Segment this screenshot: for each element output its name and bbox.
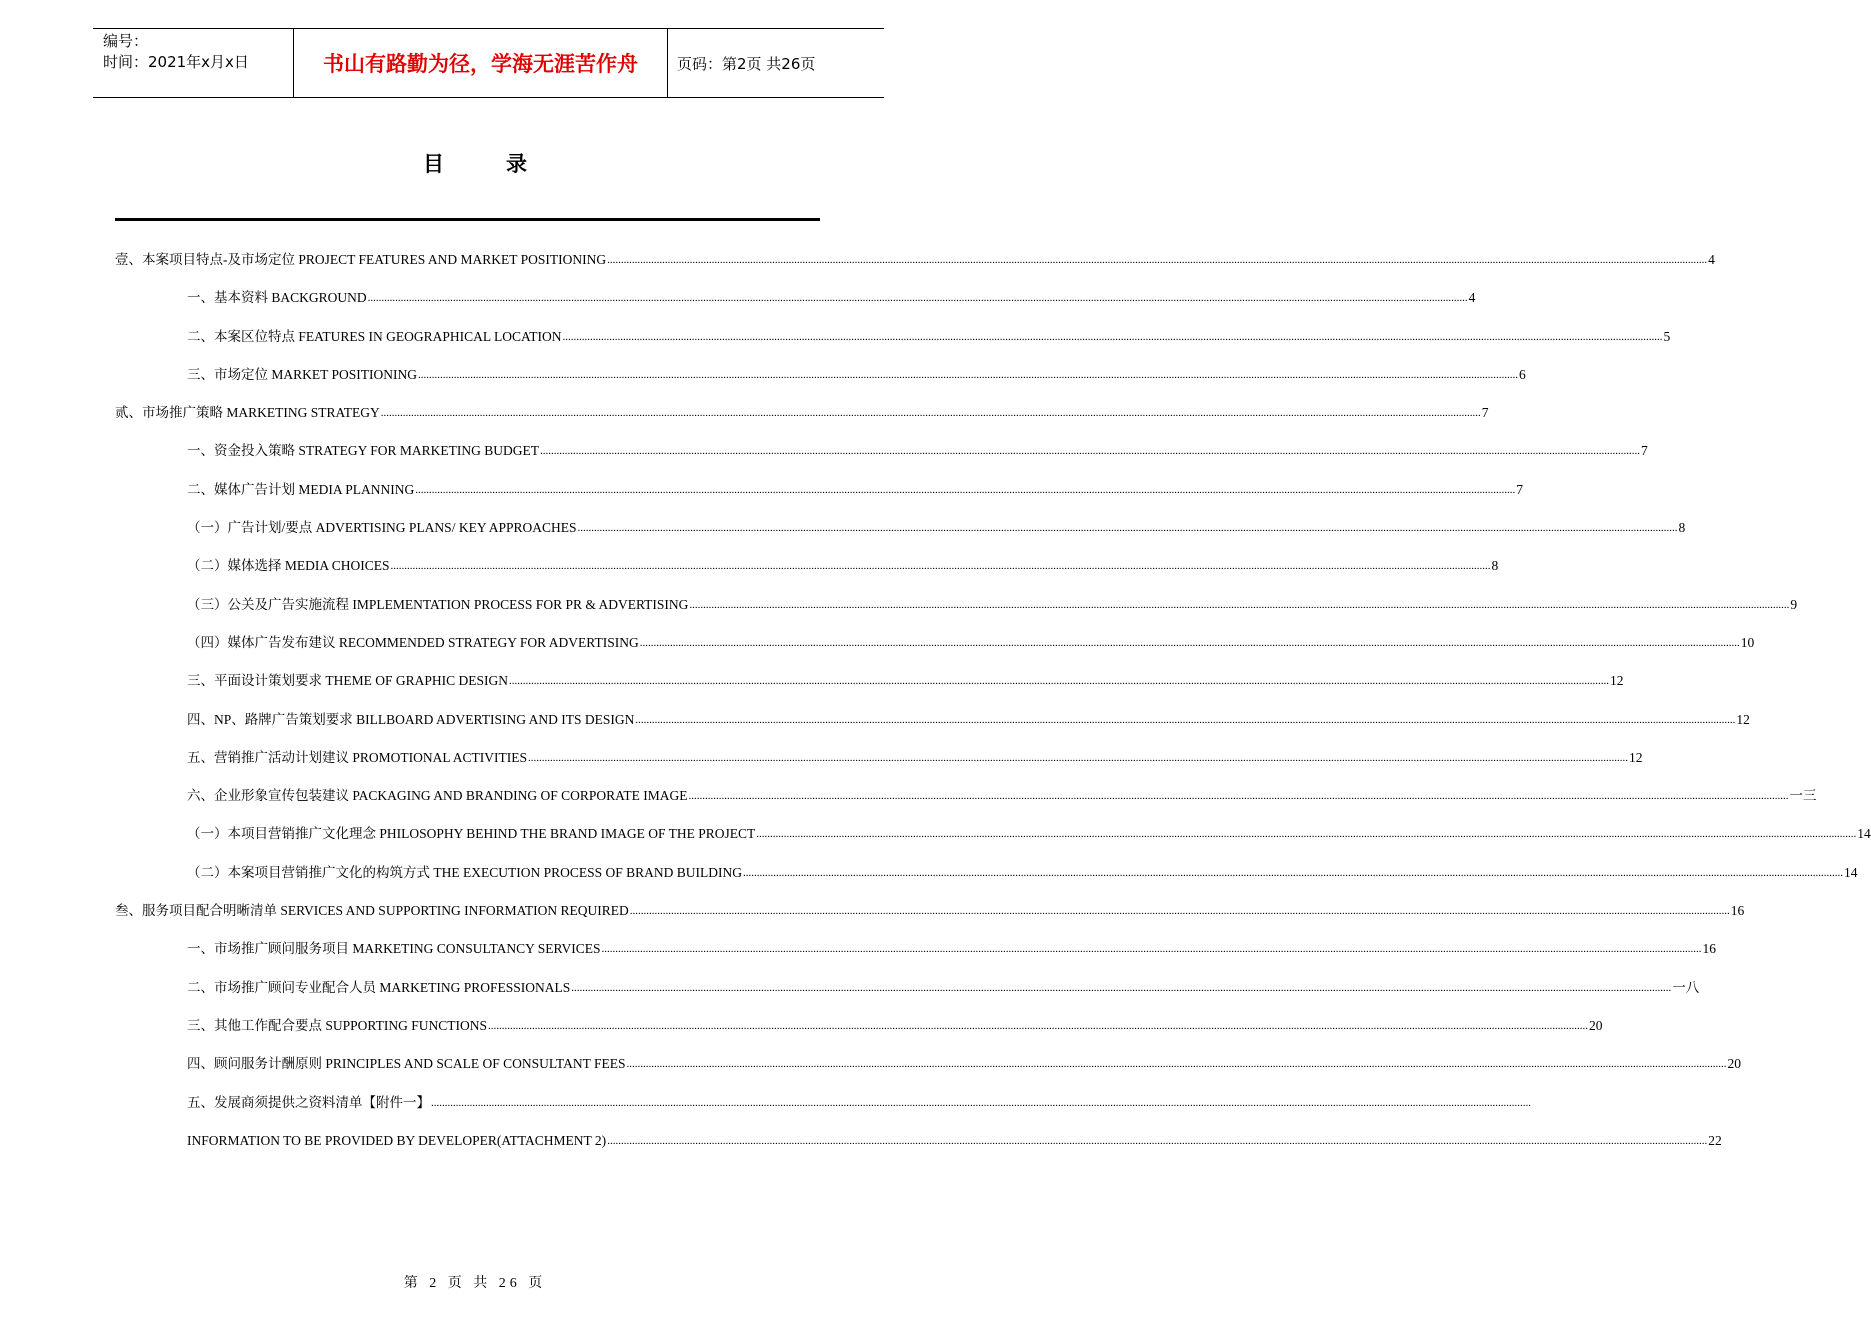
toc-entry-page: 14 bbox=[1844, 864, 1858, 880]
toc-entry[interactable] bbox=[115, 518, 1686, 556]
toc-entry-page: 10 bbox=[1740, 634, 1755, 650]
toc-entry-title: 三、其他工作配合要点 SUPPORTING FUNCTIONS bbox=[187, 1017, 487, 1033]
toc-dot-leader: ................................................................................................................................................................................................................................................................................................................................................................................................................ bbox=[528, 751, 1628, 764]
toc-dot-leader: ................................................................................................................................................................................................................................................................................................................................................................................................................ bbox=[415, 483, 1516, 496]
toc-entry[interactable] bbox=[115, 595, 1798, 633]
toc-dot-leader: ................................................................................................................................................................................................................................................................................................................................................................................................................ bbox=[639, 636, 1740, 649]
toc-entry-page: 8 bbox=[1678, 520, 1686, 536]
toc-dot-leader: ................................................................................................................................................................................................................................................................................................................................................................................................................ bbox=[629, 905, 1730, 918]
toc-entry-title: 一、资金投入策略 STRATEGY FOR MARKETING BUDGET bbox=[187, 443, 540, 459]
document-number-label: 编号： bbox=[103, 32, 149, 50]
toc-entry-page: 5 bbox=[1663, 328, 1671, 344]
toc-entry[interactable] bbox=[115, 480, 1523, 518]
toc-entry-page: 7 bbox=[1641, 443, 1648, 459]
toc-dot-leader: ................................................................................................................................................................................................................................................................................................................................................................................................................ bbox=[607, 1134, 1708, 1147]
toc-dot-leader: ................................................................................................................................................................................................................................................................................................................................................................................................................ bbox=[380, 407, 1481, 420]
toc-entry[interactable] bbox=[115, 710, 1750, 748]
toc-entry-page: 12 bbox=[1610, 673, 1624, 689]
toc-entry[interactable] bbox=[115, 748, 1643, 786]
toc-dot-leader: ................................................................................................................................................................................................................................................................................................................................................................................................................ bbox=[607, 254, 1708, 266]
toc-entry-title: 一、基本资料 BACKGROUND bbox=[187, 290, 367, 306]
page-footer: 第 2 页 共 26 页 bbox=[403, 1276, 547, 1291]
page-title bbox=[0, 148, 950, 178]
table-of-contents bbox=[115, 250, 1871, 1169]
toc-entry[interactable] bbox=[115, 901, 1745, 939]
toc-entry-page: 16 bbox=[1702, 941, 1716, 957]
toc-entry-page: 一八 bbox=[1672, 979, 1700, 995]
toc-entry-title: 二、媒体广告计划 MEDIA PLANNING bbox=[187, 481, 415, 497]
toc-entry[interactable] bbox=[115, 671, 1624, 709]
toc-entry-title: 五、发展商须提供之资料清单【附件一】 bbox=[187, 1094, 430, 1110]
toc-entry[interactable] bbox=[115, 1131, 1722, 1169]
title-divider bbox=[115, 218, 820, 221]
toc-entry-title: 二、市场推广顾问专业配合人员 MARKETING PROFESSIONALS bbox=[187, 979, 571, 995]
toc-entry-title: 四、顾问服务计酬原则 PRINCIPLES AND SCALE OF CONSULTANT FEES bbox=[187, 1056, 626, 1072]
toc-entry[interactable] bbox=[115, 1016, 1603, 1054]
title-char-2: 录 bbox=[506, 152, 527, 176]
toc-entry-page: 20 bbox=[1727, 1056, 1741, 1072]
document-time-label: 时间：2021年x月x日 bbox=[103, 53, 249, 71]
toc-dot-leader: ................................................................................................................................................................................................................................................................................................................................................................................................................ bbox=[571, 981, 1672, 994]
toc-dot-leader: ................................................................................................................................................................................................................................................................................................................................................................................................................ bbox=[635, 713, 1736, 726]
header-page-label: 页码：第2页 共26页 bbox=[677, 54, 816, 73]
toc-entry-page: 20 bbox=[1588, 1017, 1603, 1033]
title-char-1: 目 bbox=[423, 152, 444, 176]
toc-entry-title: 三、平面设计策划要求 THEME OF GRAPHIC DESIGN bbox=[187, 673, 509, 689]
toc-entry-page: 12 bbox=[1629, 749, 1643, 765]
toc-entry-title: 一、市场推广顾问服务项目 MARKETING CONSULTANCY SERVICES bbox=[187, 941, 601, 957]
toc-entry-title: 六、企业形象宣传包装建议 PACKAGING AND BRANDING OF CORPORATE IMAGE bbox=[187, 788, 688, 804]
toc-entry-page: 14 bbox=[1857, 826, 1871, 842]
toc-entry-title: （二）本案项目营销推广文化的构筑方式 THE EXECUTION PROCESS OF BRAND BUILDING bbox=[187, 864, 743, 880]
toc-dot-leader: ................................................................................................................................................................................................................................................................................................................................................................................................................ bbox=[562, 330, 1663, 343]
toc-entry[interactable] bbox=[115, 633, 1755, 671]
toc-entry-title: 贰、市场推广策略 MARKETING STRATEGY bbox=[115, 405, 380, 421]
toc-entry-page: 8 bbox=[1491, 558, 1499, 574]
header-meta bbox=[93, 29, 294, 97]
toc-entry[interactable] bbox=[115, 365, 1526, 403]
toc-dot-leader: ................................................................................................................................................................................................................................................................................................................................................................................................................ bbox=[509, 675, 1610, 688]
toc-entry-title: INFORMATION TO BE PROVIDED BY DEVELOPER(ATTACHMENT 2) bbox=[187, 1132, 607, 1148]
toc-entry-page: 一三 bbox=[1789, 788, 1817, 804]
toc-entry-page: 6 bbox=[1519, 366, 1526, 382]
toc-dot-leader: ................................................................................................................................................................................................................................................................................................................................................................................................................ bbox=[626, 1058, 1727, 1071]
toc-dot-leader: ................................................................................................................................................................................................................................................................................................................................................................................................................ bbox=[743, 866, 1844, 879]
toc-entry-page: 22 bbox=[1708, 1132, 1722, 1148]
toc-entry-title: 叁、服务项目配合明晰清单 SERVICES AND SUPPORTING INFORMATION REQUIRED bbox=[115, 903, 629, 919]
toc-entry[interactable] bbox=[115, 250, 1715, 288]
toc-dot-leader: ................................................................................................................................................................................................................................................................................................................................................................................................................ bbox=[756, 828, 1857, 841]
toc-entry-title: 五、营销推广活动计划建议 PROMOTIONAL ACTIVITIES bbox=[187, 749, 527, 765]
toc-entry-page: 7 bbox=[1516, 481, 1523, 497]
toc-entry-page: 9 bbox=[1790, 596, 1798, 612]
toc-entry-title: 二、本案区位特点 FEATURES IN GEOGRAPHICAL LOCATION bbox=[187, 328, 562, 344]
toc-entry-title: （三）公关及广告实施流程 IMPLEMENTATION PROCESS FOR PR & ADVERTISING bbox=[187, 596, 689, 612]
toc-dot-leader: ................................................................................................................................................................................................................................................................................................................................................................................................................ bbox=[487, 1019, 1588, 1032]
toc-entry[interactable] bbox=[115, 824, 1871, 862]
toc-entry[interactable] bbox=[115, 403, 1489, 441]
toc-entry[interactable] bbox=[115, 441, 1648, 479]
toc-dot-leader: ................................................................................................................................................................................................................................................................................................................................................................................................................ bbox=[540, 445, 1641, 458]
toc-entry-title: 四、NP、路牌广告策划要求 BILLBOARD ADVERTISING AND ITS DESIGN bbox=[187, 711, 635, 727]
toc-entry-page: 4 bbox=[1468, 290, 1476, 306]
header-motto: 书山有路勤为径，学海无涯苦作舟 bbox=[294, 29, 668, 97]
toc-entry-page: 7 bbox=[1481, 405, 1489, 421]
toc-entry[interactable] bbox=[115, 556, 1499, 594]
toc-entry-page: 12 bbox=[1736, 711, 1750, 727]
toc-dot-leader: ................................................................................................................................................................................................................................................................................................................................................................................................................ bbox=[577, 522, 1678, 535]
toc-dot-leader: ................................................................................................................................................................................................................................................................................................................................................................................................................ bbox=[390, 560, 1491, 573]
toc-dot-leader: ................................................................................................................................................................................................................................................................................................................................................................................................................ bbox=[367, 292, 1468, 305]
toc-entry-page: 4 bbox=[1708, 252, 1715, 267]
toc-entry[interactable] bbox=[115, 978, 1700, 1016]
toc-entry[interactable] bbox=[115, 786, 1817, 824]
toc-entry[interactable] bbox=[115, 1093, 1531, 1131]
toc-entry-title: （二）媒体选择 MEDIA CHOICES bbox=[187, 558, 390, 574]
toc-dot-leader: ................................................................................................................................................................................................................................................................................................................................................................................................................ bbox=[601, 943, 1702, 956]
toc-entry[interactable] bbox=[115, 863, 1858, 901]
toc-entry-title: （一）本项目营销推广文化理念 PHILOSOPHY BEHIND THE BRAND IMAGE OF THE PROJECT bbox=[187, 826, 756, 842]
toc-entry[interactable] bbox=[115, 288, 1476, 326]
toc-dot-leader: ................................................................................................................................................................................................................................................................................................................................................................................................................ bbox=[418, 368, 1519, 381]
toc-entry[interactable] bbox=[115, 327, 1671, 365]
toc-entry-title: （一）广告计划/要点 ADVERTISING PLANS/ KEY APPROACHES bbox=[187, 520, 577, 536]
toc-entry-title: 壹、本案项目特点-及市场定位 PROJECT FEATURES AND MARKET POSITIONING bbox=[115, 252, 607, 267]
toc-dot-leader: ................................................................................................................................................................................................................................................................................................................................................................................................................ bbox=[431, 1096, 1531, 1109]
toc-dot-leader: ................................................................................................................................................................................................................................................................................................................................................................................................................ bbox=[689, 598, 1790, 611]
toc-entry-title: （四）媒体广告发布建议 RECOMMENDED STRATEGY FOR ADVERTISING bbox=[187, 634, 639, 650]
toc-dot-leader: ................................................................................................................................................................................................................................................................................................................................................................................................................ bbox=[688, 790, 1789, 803]
toc-entry[interactable] bbox=[115, 939, 1716, 977]
page-header bbox=[93, 28, 884, 98]
toc-entry-title: 三、市场定位 MARKET POSITIONING bbox=[187, 366, 418, 382]
toc-entry-page: 16 bbox=[1730, 903, 1745, 919]
toc-entry[interactable] bbox=[115, 1054, 1741, 1092]
